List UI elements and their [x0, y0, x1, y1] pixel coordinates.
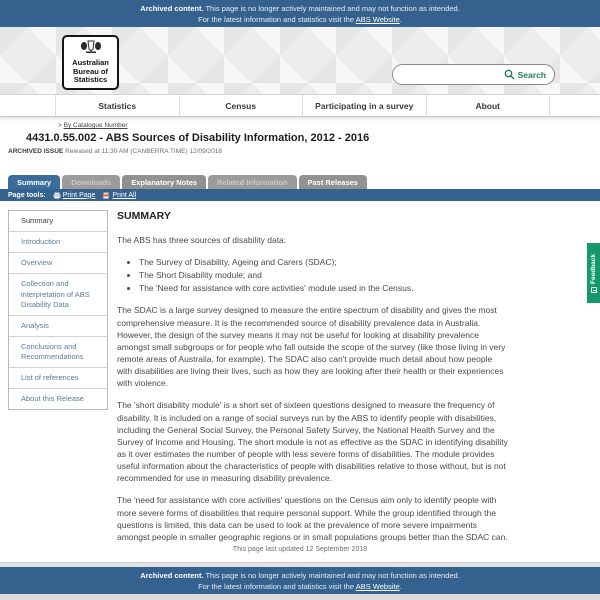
logo-line-2: Bureau of [72, 66, 108, 76]
main-article [117, 210, 509, 553]
search-icon[interactable] [504, 69, 515, 80]
page-tools-label: Page tools: [8, 191, 46, 199]
sidebar-item-collection[interactable]: Collection and interpretation of ABS Disability Data [9, 274, 107, 315]
print-all-label: Print All [112, 191, 137, 199]
feedback-button[interactable] [585, 241, 600, 305]
nav-item-census[interactable]: Census [179, 95, 303, 116]
print-page-icon [53, 192, 61, 199]
archived-banner-bottom [0, 567, 600, 594]
release-info [8, 148, 600, 158]
sidebar-item-about-release[interactable]: About this Release [21, 394, 84, 404]
site-header [0, 27, 600, 95]
released-text: Released at 11:30 AM (CANBERRA TIME) 12/09/2018 [63, 148, 222, 155]
sidebar-item-conclusions[interactable]: Conclusions and Recommendations [9, 337, 107, 368]
paragraph-sdac: The SDAC is a large survey designed to measure the entire spectrum of disability and gives the most comprehensive measure. It is the recommended source of disability prevalence data in Australia. However, the design of the survey means it may not be useful for looking at disability prevalence amongst small subgroups or for people who fall outside the scope of the survey (like those living in very remote areas of Australia, for example). The SDAC also can't provide much detail about how people with disabilities are living their lives, such as how they are looking after their health or their experiences with violence. [117, 305, 506, 389]
nav-item-statistics[interactable]: Statistics [55, 95, 179, 116]
summary-heading: SUMMARY [117, 210, 171, 222]
print-page-label: Print Page [62, 191, 96, 199]
list-item: • The Survey of Disability, Ageing and Carers (SDAC); [139, 256, 509, 269]
paragraph-short-module: The 'short disability module' is a short set of sixteen questions designed to measure the frequency of disability. It is included on a range of social surveys run by the ABS to identify people with disabilities, including the General Social Survey, the Personal Safety Survey, the National Health Survey and the Survey of Income and Housing. The short module is not as effective as the SDAC in identifying disability as it over estimates the number of people with less severe forms of disabilities. The module provides useful information about the characteristics of people with disabilities relative to those without, but is not recommended for use in measuring disability prevalence. [117, 400, 508, 484]
nav-item-about[interactable]: About [426, 95, 551, 116]
archived-banner-bold: Archived content. [140, 571, 204, 580]
search-input[interactable] [403, 70, 504, 79]
sources-list [139, 256, 509, 294]
sidebar-item-references[interactable]: List of references [9, 368, 107, 389]
feedback-icon [591, 287, 597, 293]
nav-item-participating[interactable]: Participating in a survey [302, 95, 426, 116]
sidebar-item-overview[interactable]: Overview [9, 253, 107, 274]
print-all-link[interactable] [102, 192, 136, 199]
archived-banner-text: This page is no longer actively maintained and may not function as intended. [203, 4, 460, 13]
bottom-strip [0, 594, 600, 600]
breadcrumb [0, 117, 600, 131]
logo-line-1: Australian [72, 58, 109, 67]
main-nav [0, 95, 600, 117]
archived-banner-bold: Archived content. [140, 4, 204, 13]
logo-line-3: Statistics [73, 75, 108, 85]
sidebar-item-analysis[interactable]: Analysis [9, 316, 107, 337]
page-tools-bar [0, 189, 600, 201]
feedback-label: Feedback [590, 253, 597, 284]
abs-logo[interactable] [62, 35, 119, 90]
print-page-link[interactable] [53, 192, 96, 199]
search-button[interactable]: Search [517, 69, 546, 80]
archived-banner-top [0, 0, 600, 27]
intro-paragraph: The ABS has three sources of disability data: [117, 235, 287, 245]
search-box [392, 64, 555, 85]
breadcrumb-prefix: > [58, 122, 64, 129]
content-region [0, 201, 600, 562]
tab-past-releases[interactable]: Past Releases [299, 175, 367, 189]
last-updated-text: This page last updated 12 September 2018 [232, 546, 368, 553]
list-item: • The 'Need for assistance with core activities' module used in the Census. [139, 282, 509, 295]
archived-banner-line2: For the latest information and statistics visit the [198, 581, 356, 591]
archived-banner-line2: For the latest information and statistics visit the [198, 14, 356, 24]
abs-website-link[interactable]: ABS Website [355, 581, 400, 591]
list-item: • The Short Disability module; and [139, 269, 509, 282]
archived-banner-period: . [399, 14, 402, 24]
archived-banner-period: . [399, 581, 402, 591]
tab-explanatory-notes[interactable]: Explanatory Notes [122, 175, 206, 189]
page-title: 4431.0.55.002 - ABS Sources of Disability Information, 2012 - 2016 [26, 132, 370, 144]
breadcrumb-link-catalogue[interactable]: By Catalogue Number [63, 122, 128, 129]
abs-website-link[interactable]: ABS Website [355, 14, 400, 24]
coat-of-arms-icon [79, 39, 103, 54]
archived-issue-label: ARCHIVED ISSUE [8, 148, 64, 155]
sidebar-menu [8, 210, 108, 410]
tab-downloads[interactable]: Downloads [62, 175, 120, 189]
tab-summary[interactable]: Summary [8, 175, 60, 189]
print-all-icon [102, 192, 110, 199]
sidebar-item-summary[interactable]: Summary [9, 211, 107, 232]
sidebar-item-introduction[interactable]: Introduction [9, 232, 107, 253]
tab-related-information[interactable]: Related Information [208, 175, 296, 189]
paragraph-census: The 'need for assistance with core activities' questions on the Census aim only to identify people with more severe forms of disabilities that require personal support. While the group identified through the questions is limited, this data can be used to look at the prevalence of more severe impairments amongst people in smaller geographic regions or in small populations groups better than the SDAC can. [117, 495, 508, 542]
section-tabs [8, 175, 600, 189]
archived-banner-text: This page is no longer actively maintained and may not function as intended. [203, 571, 460, 580]
